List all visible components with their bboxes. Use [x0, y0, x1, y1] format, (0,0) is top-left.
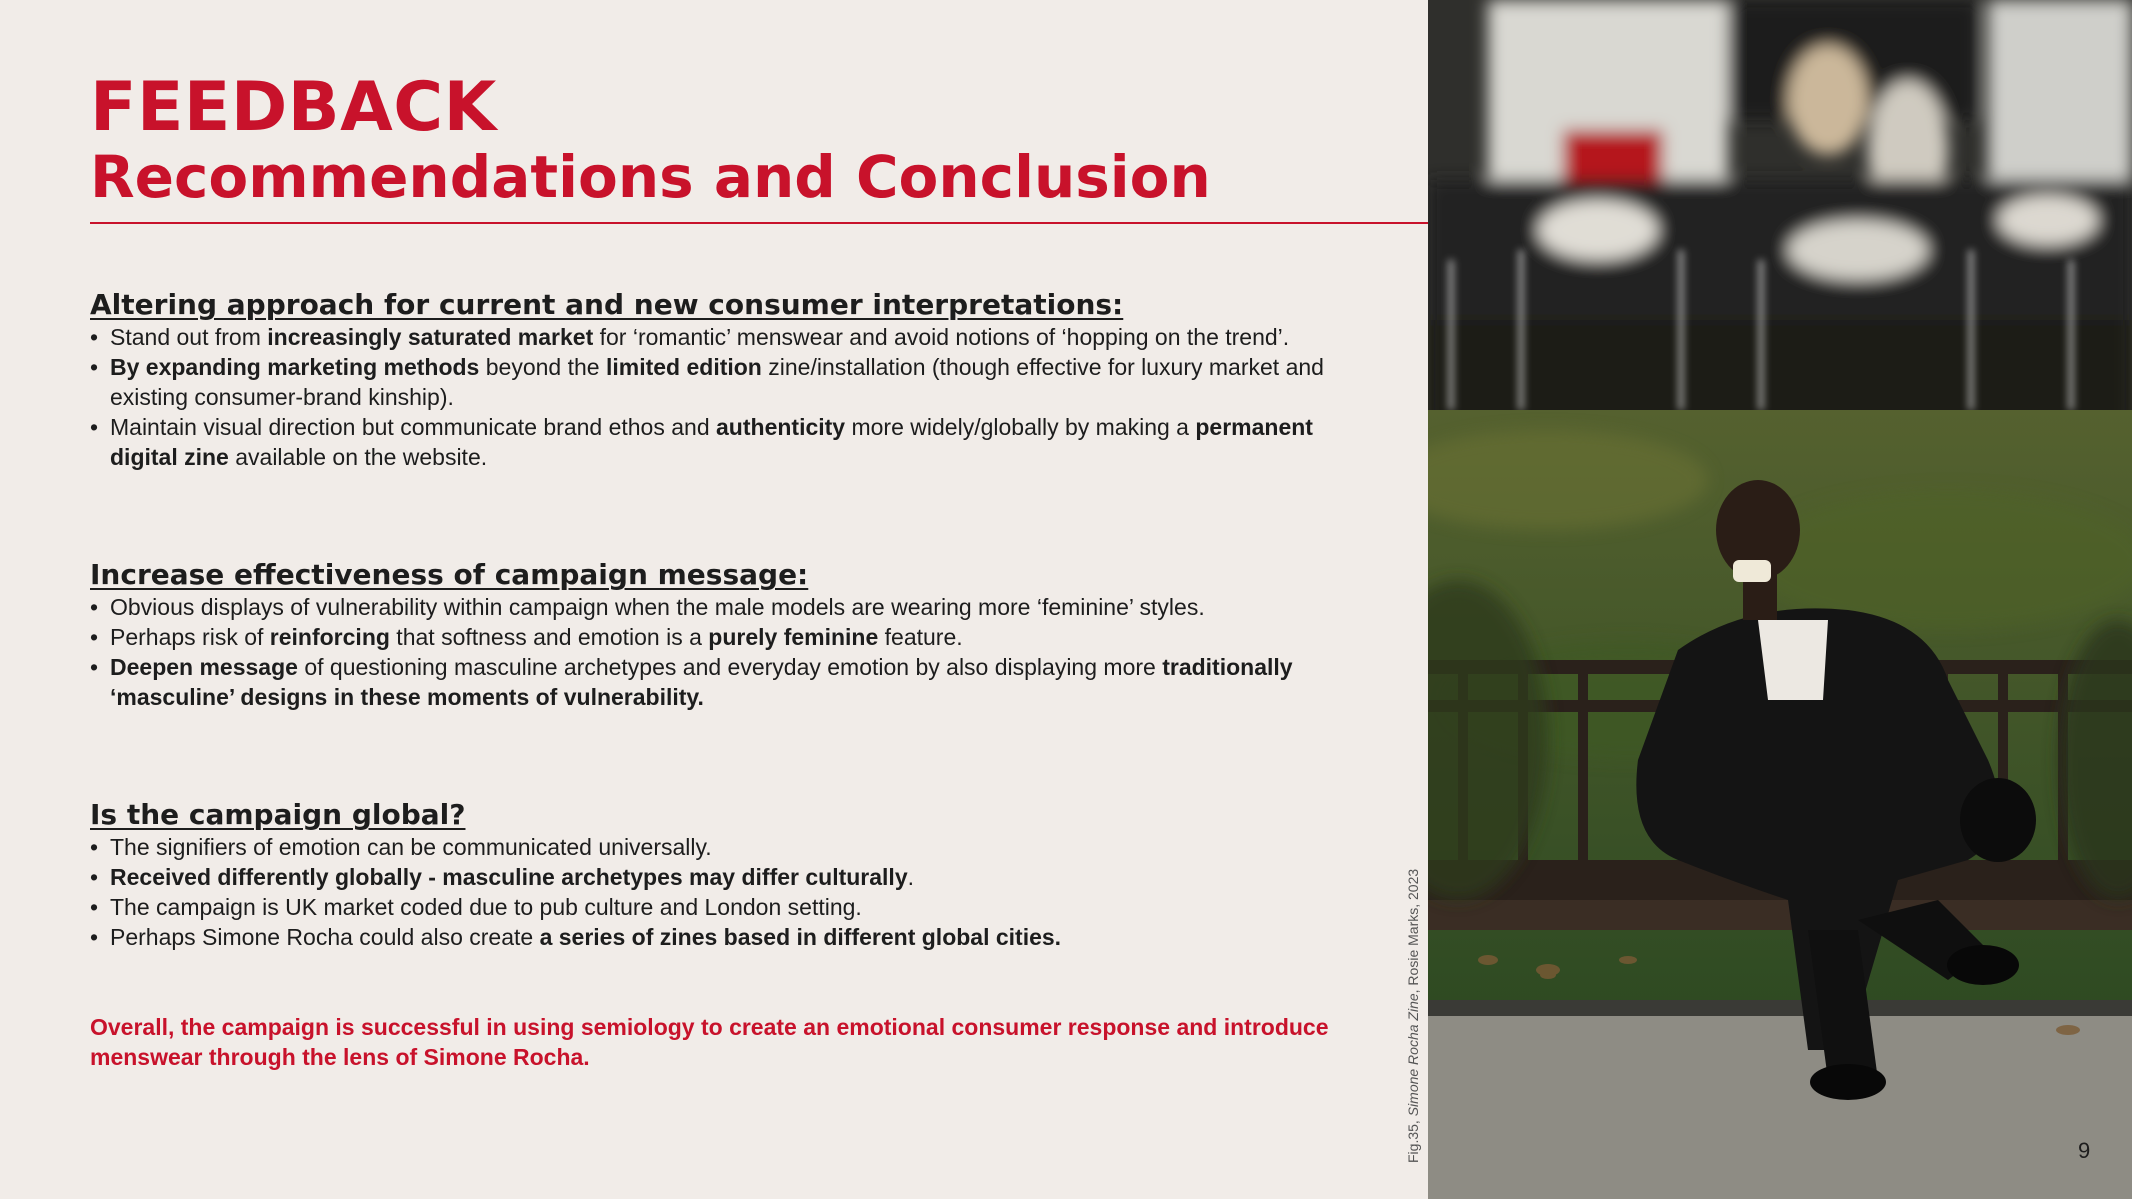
- section-global: [90, 798, 1350, 952]
- text-run: beyond the: [479, 354, 606, 380]
- slide-title: FEEDBACK: [90, 68, 497, 147]
- bullet-list: [90, 322, 1350, 472]
- text-run: feature.: [878, 624, 963, 650]
- campaign-photo: [1428, 0, 2132, 1199]
- bold-text: Deepen message: [110, 654, 298, 680]
- text-run: Maintain visual direction but communicate brand ethos and: [110, 414, 717, 440]
- bold-text: permanent digital zine: [110, 414, 1313, 470]
- section-campaign-message: [90, 558, 1350, 712]
- text-run: The signifiers of emotion can be communicated universally.: [110, 834, 712, 860]
- bullet-item: [90, 622, 1350, 652]
- bullet-list: [90, 832, 1350, 952]
- bold-text: By expanding marketing methods: [110, 354, 480, 380]
- text-run: Perhaps risk of: [110, 624, 270, 650]
- text-run: .: [907, 864, 915, 890]
- bullet-item: [90, 412, 1350, 472]
- bold-text: limited edition: [605, 354, 762, 380]
- section-heading: Altering approach for current and new consumer interpretations:: [90, 288, 1124, 321]
- bold-text: traditionally ‘masculine’ designs in these moments of vulnerability.: [110, 654, 1293, 710]
- text-run: available on the website.: [228, 444, 488, 470]
- page-number: 9: [2078, 1138, 2091, 1163]
- bullet-item: [90, 352, 1350, 412]
- text-run: The campaign is UK market coded due to pub culture and London setting.: [110, 894, 862, 920]
- bullet-list: [90, 592, 1350, 712]
- text-run: of questioning masculine archetypes and everyday emotion by also displaying more: [297, 654, 1163, 680]
- bullet-item: [90, 892, 1350, 922]
- caption-suffix: , Rosie Marks, 2023: [1405, 868, 1421, 994]
- bullet-item: [90, 832, 1350, 862]
- bullet-item: [90, 592, 1350, 622]
- bold-text: purely feminine: [708, 624, 879, 650]
- text-run: for ‘romantic’ menswear and avoid notions of ‘hopping on the trend’.: [593, 324, 1290, 350]
- section-heading: Increase effectiveness of campaign message:: [90, 558, 809, 591]
- text-run: Obvious displays of vulnerability within campaign when the male models are wearing more ‘feminine’ styles.: [110, 594, 1205, 620]
- bullet-item: [90, 322, 1350, 352]
- text-run: that softness and emotion is a: [389, 624, 709, 650]
- conclusion-text: Overall, the campaign is successful in using semiology to create an emotional consumer response and introduce menswear through the lens of Simone Rocha.: [90, 1014, 1329, 1070]
- bullet-item: [90, 862, 1350, 892]
- caption-prefix: Fig.35,: [1405, 1116, 1421, 1163]
- bold-text: increasingly saturated market: [267, 324, 594, 350]
- section-heading: Is the campaign global?: [90, 798, 466, 831]
- text-run: more widely/globally by making a: [845, 414, 1196, 440]
- title-divider: [90, 222, 1428, 224]
- slide-subtitle: Recommendations and Conclusion: [90, 143, 1211, 211]
- bold-text: Received differently globally - masculine archetypes may differ culturally: [110, 864, 908, 890]
- photo-illustration: [1428, 0, 2132, 1199]
- section-consumer-interpretations: [90, 288, 1350, 472]
- text-run: Stand out from: [110, 324, 268, 350]
- caption-title: Simone Rocha Zine: [1405, 993, 1421, 1117]
- bold-text: reinforcing: [269, 624, 390, 650]
- text-run: zine/installation (though effective for luxury market and existing consumer-brand kinship).: [110, 354, 1324, 410]
- bullet-item: [90, 652, 1350, 712]
- bold-text: authenticity: [716, 414, 846, 440]
- bold-text: a series of zines based in different global cities.: [539, 924, 1062, 950]
- figure-caption: [1405, 869, 1421, 1163]
- bullet-item: [90, 922, 1350, 952]
- text-run: Perhaps Simone Rocha could also create: [110, 924, 540, 950]
